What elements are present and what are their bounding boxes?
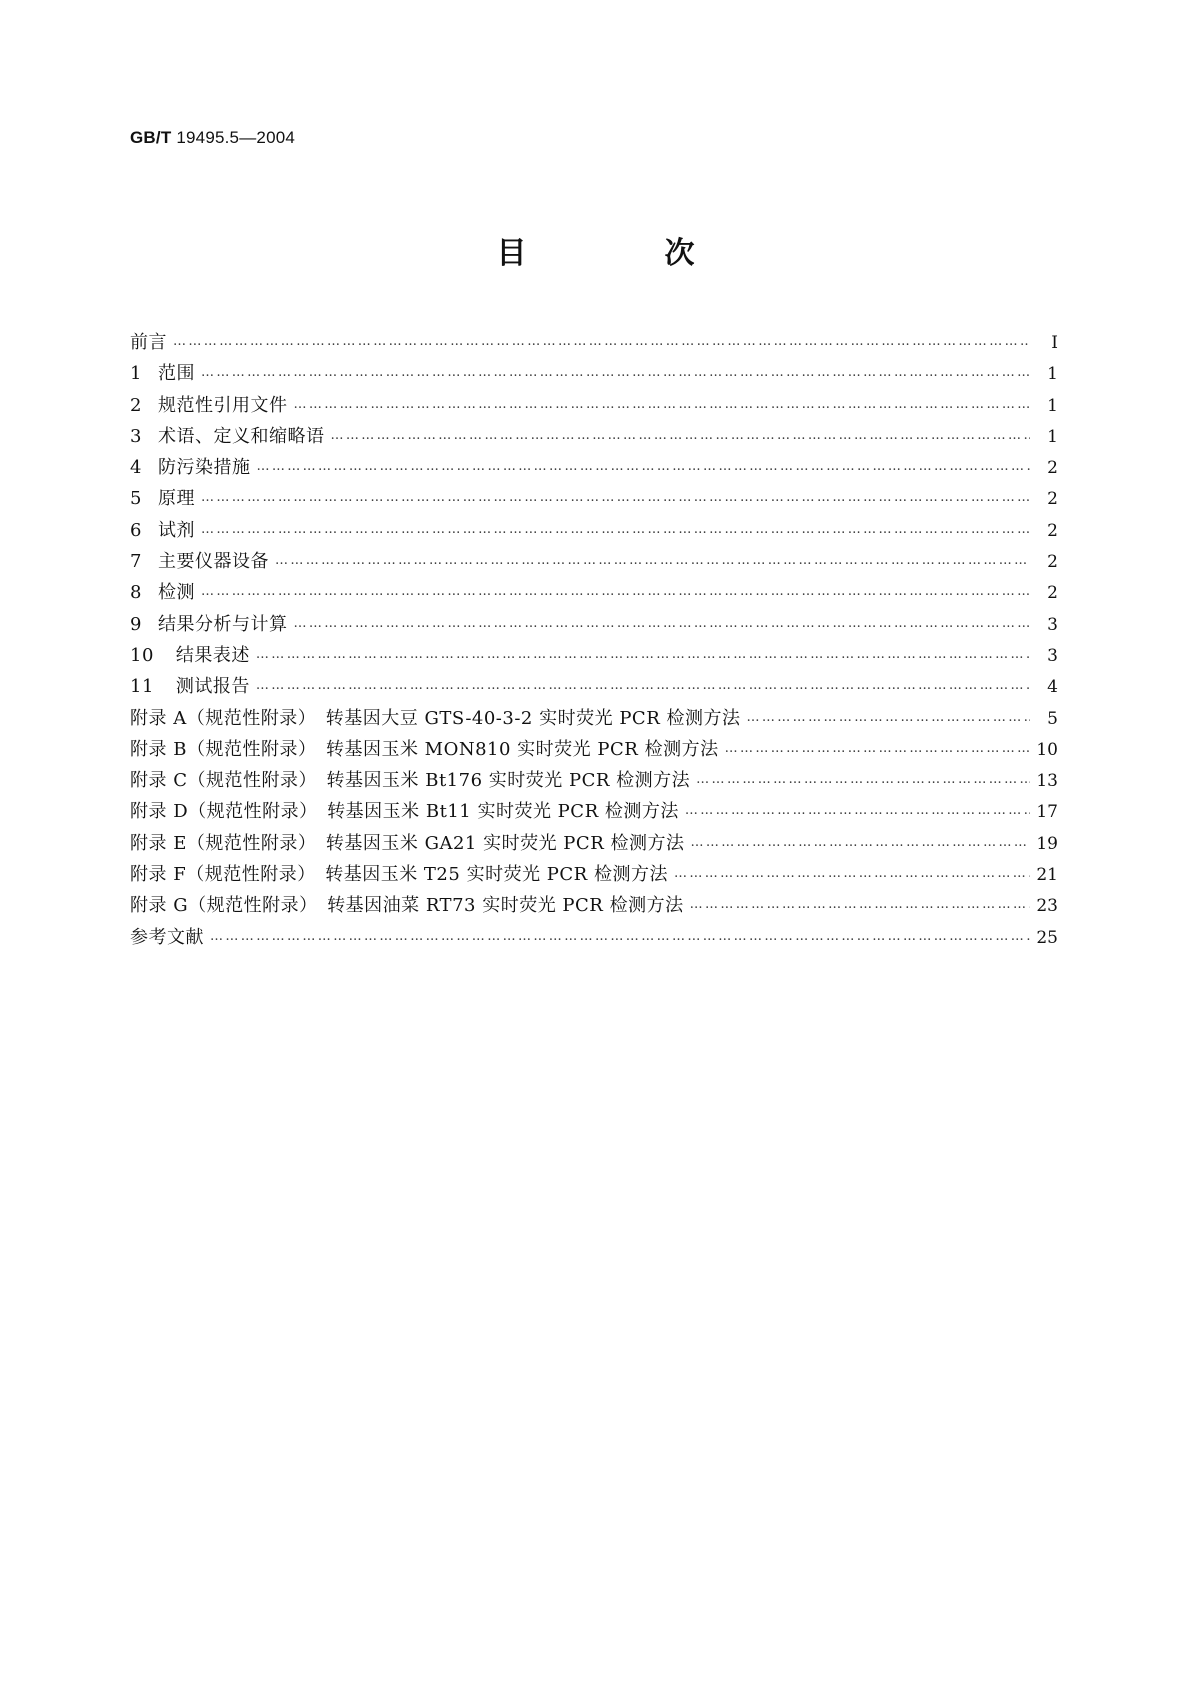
toc-entry[interactable] [130, 577, 1058, 608]
toc-page-number: 3 [1047, 645, 1058, 666]
table-of-contents [130, 327, 1058, 953]
toc-leader-dots [725, 733, 1030, 764]
toc-section-title: 结果表述 [175, 644, 250, 666]
toc-entry-label [130, 890, 690, 921]
toc-section-title: 附录 F（规范性附录） 转基因玉米 T25 实时荧光 PCR 检测方法 [130, 864, 668, 886]
toc-entry-label [130, 734, 725, 765]
toc-section-number: 5 [130, 488, 142, 510]
toc-section-title: 原理 [157, 488, 195, 510]
toc-page-number: 3 [1047, 614, 1058, 635]
toc-leader-dots [201, 357, 1030, 388]
toc-leader-dots [330, 420, 1030, 451]
toc-page-number: 2 [1047, 583, 1058, 604]
toc-page-number: 10 [1036, 739, 1058, 760]
toc-entry-label [130, 515, 201, 546]
toc-entry[interactable] [130, 796, 1058, 827]
toc-entry[interactable] [130, 546, 1058, 577]
toc-entry-label [130, 640, 256, 671]
standard-prefix: GB/T [130, 128, 172, 147]
toc-entry[interactable] [130, 390, 1058, 421]
toc-entry-label [130, 390, 293, 421]
toc-section-title: 附录 C（规范性附录） 转基因玉米 Bt176 实时荧光 PCR 检测方法 [130, 770, 691, 792]
toc-section-title: 范围 [157, 363, 195, 385]
toc-leader-dots [173, 326, 1030, 357]
toc-section-title: 测试报告 [175, 676, 250, 698]
toc-page-number: 25 [1036, 927, 1058, 948]
toc-page-number: 2 [1047, 520, 1058, 541]
toc-section-title: 附录 B（规范性附录） 转基因玉米 MON810 实时荧光 PCR 检测方法 [130, 738, 719, 760]
toc-leader-dots [256, 451, 1030, 482]
toc-entry[interactable] [130, 421, 1058, 452]
toc-entry-label [130, 796, 685, 827]
toc-leader-dots [690, 827, 1030, 858]
toc-page-number: 2 [1047, 489, 1058, 510]
standard-number [130, 128, 295, 148]
toc-section-title: 附录 A（规范性附录） 转基因大豆 GTS-40-3-2 实时荧光 PCR 检测方法 [130, 707, 741, 729]
toc-page-number: 19 [1036, 833, 1058, 854]
toc-entry-label [130, 483, 201, 514]
toc-section-title: 前言 [130, 332, 167, 353]
toc-entry[interactable] [130, 828, 1058, 859]
toc-page-number: 4 [1047, 677, 1058, 698]
toc-entry[interactable] [130, 515, 1058, 546]
toc-entry[interactable] [130, 734, 1058, 765]
toc-page-number: 21 [1036, 865, 1058, 886]
toc-leader-dots [674, 858, 1030, 889]
toc-page-number: 2 [1047, 552, 1058, 573]
toc-section-number: 4 [130, 457, 142, 479]
toc-leader-dots [293, 608, 1030, 639]
toc-page-number: 1 [1047, 426, 1058, 447]
toc-section-title: 主要仪器设备 [157, 551, 269, 573]
toc-page-number: 13 [1036, 771, 1058, 792]
toc-section-title: 防污染措施 [157, 457, 251, 479]
toc-leader-dots [746, 702, 1030, 733]
toc-leader-dots [256, 639, 1030, 670]
standard-code: 19495.5—2004 [176, 128, 296, 147]
toc-entry[interactable] [130, 890, 1058, 921]
toc-entry-label [130, 671, 256, 702]
toc-leader-dots [201, 482, 1030, 513]
toc-leader-dots [690, 889, 1030, 920]
toc-entry-label [130, 327, 173, 358]
toc-page-number: 17 [1036, 802, 1058, 823]
toc-section-title: 结果分析与计算 [157, 613, 288, 635]
toc-entry[interactable] [130, 327, 1058, 358]
toc-section-title: 参考文献 [130, 926, 204, 948]
toc-entry[interactable] [130, 358, 1058, 389]
toc-leader-dots [201, 514, 1030, 545]
toc-section-number: 6 [130, 519, 142, 541]
toc-page-number: 23 [1036, 896, 1058, 917]
toc-entry[interactable] [130, 452, 1058, 483]
toc-entry[interactable] [130, 922, 1058, 953]
toc-section-title: 术语、定义和缩略语 [157, 425, 325, 447]
toc-entry[interactable] [130, 483, 1058, 514]
toc-section-number: 9 [130, 613, 142, 635]
toc-entry-label [130, 922, 210, 953]
toc-title: 目 次 [496, 236, 749, 271]
toc-section-number: 7 [130, 551, 142, 573]
toc-leader-dots [256, 670, 1030, 701]
toc-section-number: 11 [130, 676, 154, 698]
toc-section-number: 2 [130, 394, 142, 416]
toc-section-number: 1 [130, 363, 142, 385]
toc-section-title: 附录 E（规范性附录） 转基因玉米 GA21 实时荧光 PCR 检测方法 [130, 832, 685, 854]
toc-entry[interactable] [130, 609, 1058, 640]
toc-page-number: 1 [1047, 395, 1058, 416]
toc-entry-label [130, 703, 746, 734]
toc-leader-dots [201, 576, 1030, 607]
toc-entry[interactable] [130, 671, 1058, 702]
toc-section-title: 检测 [157, 582, 195, 604]
toc-leader-dots [293, 389, 1030, 420]
toc-leader-dots [210, 921, 1030, 952]
toc-entry[interactable] [130, 859, 1058, 890]
toc-entry-label [130, 546, 275, 577]
toc-page-number: 2 [1047, 458, 1058, 479]
toc-entry[interactable] [130, 640, 1058, 671]
toc-page-number: 1 [1047, 364, 1058, 385]
toc-entry-label [130, 828, 690, 859]
toc-entry[interactable] [130, 765, 1058, 796]
toc-leader-dots [696, 764, 1030, 795]
toc-leader-dots [685, 795, 1030, 826]
toc-section-number: 8 [130, 582, 142, 604]
toc-entry-label [130, 452, 256, 483]
toc-entry-label [130, 421, 330, 452]
toc-entry-label [130, 609, 293, 640]
toc-entry-label [130, 358, 201, 389]
toc-section-title: 附录 D（规范性附录） 转基因玉米 Bt11 实时荧光 PCR 检测方法 [130, 801, 679, 823]
toc-section-title: 规范性引用文件 [157, 394, 288, 416]
toc-entry[interactable] [130, 703, 1058, 734]
toc-page-number: 5 [1047, 708, 1058, 729]
toc-section-title: 试剂 [157, 519, 195, 541]
toc-section-title: 附录 G（规范性附录） 转基因油菜 RT73 实时荧光 PCR 检测方法 [130, 895, 684, 917]
toc-entry-label [130, 765, 696, 796]
toc-section-number: 10 [130, 644, 154, 666]
toc-leader-dots [275, 545, 1030, 576]
toc-page-number: I [1051, 333, 1058, 353]
toc-entry-label [130, 577, 201, 608]
toc-section-number: 3 [130, 425, 142, 447]
toc-entry-label [130, 859, 674, 890]
